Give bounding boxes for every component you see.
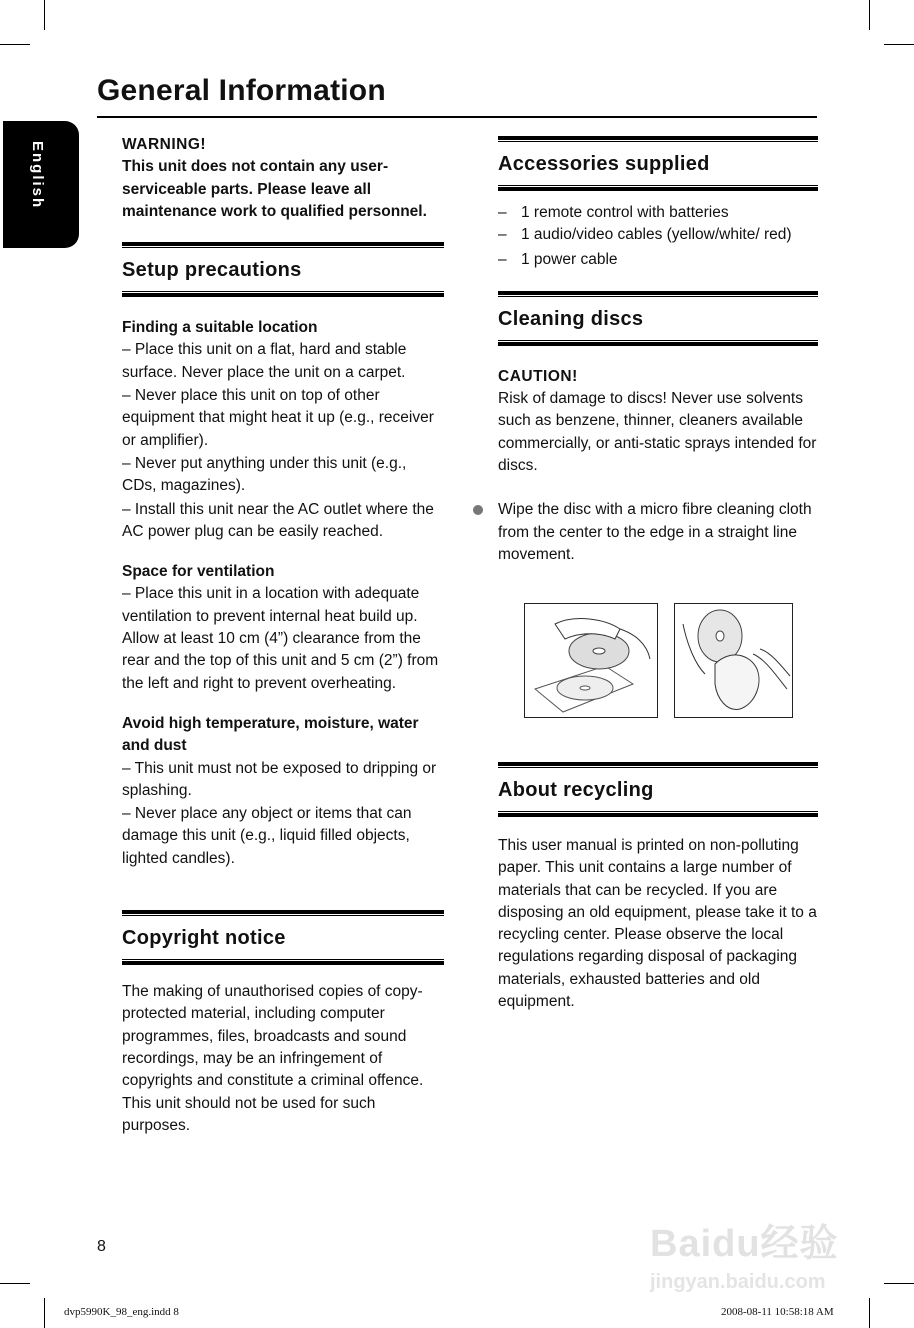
location-subheading: Finding a suitable location <box>122 319 318 337</box>
list-item: – Place this unit in a location with adequate ventilation to prevent internal heat build up. Allow at least 10 cm (4”) clearance from the rear and the top of this unit and 5 cm (2”) from the left and right to prevent overheating. <box>122 585 439 692</box>
recycling-text: This user manual is printed on non-polluting paper. This unit contains a large number of materials that can be recycled. If you are disposing an old equipment, please take it to a recycling center. Please observe the local regulations regarding disposal of packaging materials, exhausted batteries and old equipment. <box>498 837 817 1011</box>
crop-mark <box>0 44 30 45</box>
bullet-icon <box>473 505 483 515</box>
cleaning-discs-heading: Cleaning discs <box>498 307 644 330</box>
ventilation-subheading: Space for ventilation <box>122 563 275 581</box>
list-item: – This unit must not be exposed to dripping or splashing. <box>122 759 437 799</box>
crop-mark <box>44 0 45 30</box>
list-item: – Never place this unit on top of other equipment that might heat it up (e.g., receiver or amplifier). <box>122 387 434 449</box>
list-item <box>498 202 818 224</box>
bullet-text: Wipe the disc with a micro fibre cleaning cloth from the center to the edge in a straight line movement. <box>498 501 812 563</box>
copyright-heading: Copyright notice <box>122 927 286 950</box>
watermark-logo: Baidu经验 <box>650 1223 839 1265</box>
crop-mark <box>884 1283 914 1284</box>
list-item-text: 1 power cable <box>521 250 618 268</box>
recycling-heading: About recycling <box>498 779 654 801</box>
dash-marker: – <box>498 226 507 244</box>
disc-cleaning-illustration <box>524 603 658 718</box>
temperature-subheading: Avoid high temperature, moisture, water and dust <box>122 714 419 755</box>
warning-title: WARNING! <box>122 136 207 153</box>
page-number: 8 <box>97 1238 106 1255</box>
watermark-url: jingyan.baidu.com <box>650 1271 826 1293</box>
caution-text: Risk of damage to discs! Never use solvents such as benzene, thinner, cleaners available commercially, or anti-static sprays intended for discs. <box>498 390 817 475</box>
warning-text: This unit does not contain any user-serviceable parts. Please leave all maintenance work to qualified personnel. <box>122 158 427 220</box>
setup-precautions-heading: Setup precautions <box>122 259 302 282</box>
crop-mark <box>869 0 870 30</box>
copyright-text: The making of unauthorised copies of copy-protected material, including computer programmes, files, broadcasts and sound recordings, may be an infringement of copyrights and constitute a criminal offence. This unit should not be used for such purposes. <box>122 983 424 1134</box>
crop-mark <box>44 1298 45 1328</box>
recycling-section <box>498 762 818 1013</box>
bullet-item <box>498 499 818 566</box>
crop-mark <box>884 44 914 45</box>
list-item: – Place this unit on a flat, hard and stable surface. Never place the unit on a carpet. <box>122 341 407 381</box>
disc-wiping-illustration <box>674 603 793 718</box>
list-item: – Never place any object or items that can damage this unit (e.g., liquid filled objects, lighted candles). <box>122 805 412 867</box>
accessories-heading: Accessories supplied <box>498 153 710 175</box>
right-column <box>498 136 818 566</box>
left-column <box>122 134 444 1137</box>
footer-filename: dvp5990K_98_eng.indd 8 <box>64 1306 179 1318</box>
page-title: General Information <box>97 74 386 107</box>
list-item <box>498 224 818 246</box>
list-item <box>498 249 818 271</box>
list-item: – Install this unit near the AC outlet where the AC power plug can be easily reached. <box>122 500 434 540</box>
crop-mark <box>0 1283 30 1284</box>
title-rule <box>97 116 817 118</box>
dash-marker: – <box>498 204 507 221</box>
footer-timestamp: 2008-08-11 10:58:18 AM <box>721 1306 834 1318</box>
crop-mark <box>869 1298 870 1328</box>
language-tab-label: English <box>29 141 46 210</box>
list-item-text: 1 remote control with batteries <box>521 204 729 221</box>
caution-title: CAUTION! <box>498 367 578 385</box>
list-item: – Never put anything under this unit (e.g., CDs, magazines). <box>122 454 407 495</box>
list-item-text: 1 audio/video cables (yellow/white/ red) <box>521 226 792 244</box>
dash-marker: – <box>498 250 507 268</box>
baidu-watermark <box>650 1190 865 1295</box>
language-tab <box>3 121 79 248</box>
